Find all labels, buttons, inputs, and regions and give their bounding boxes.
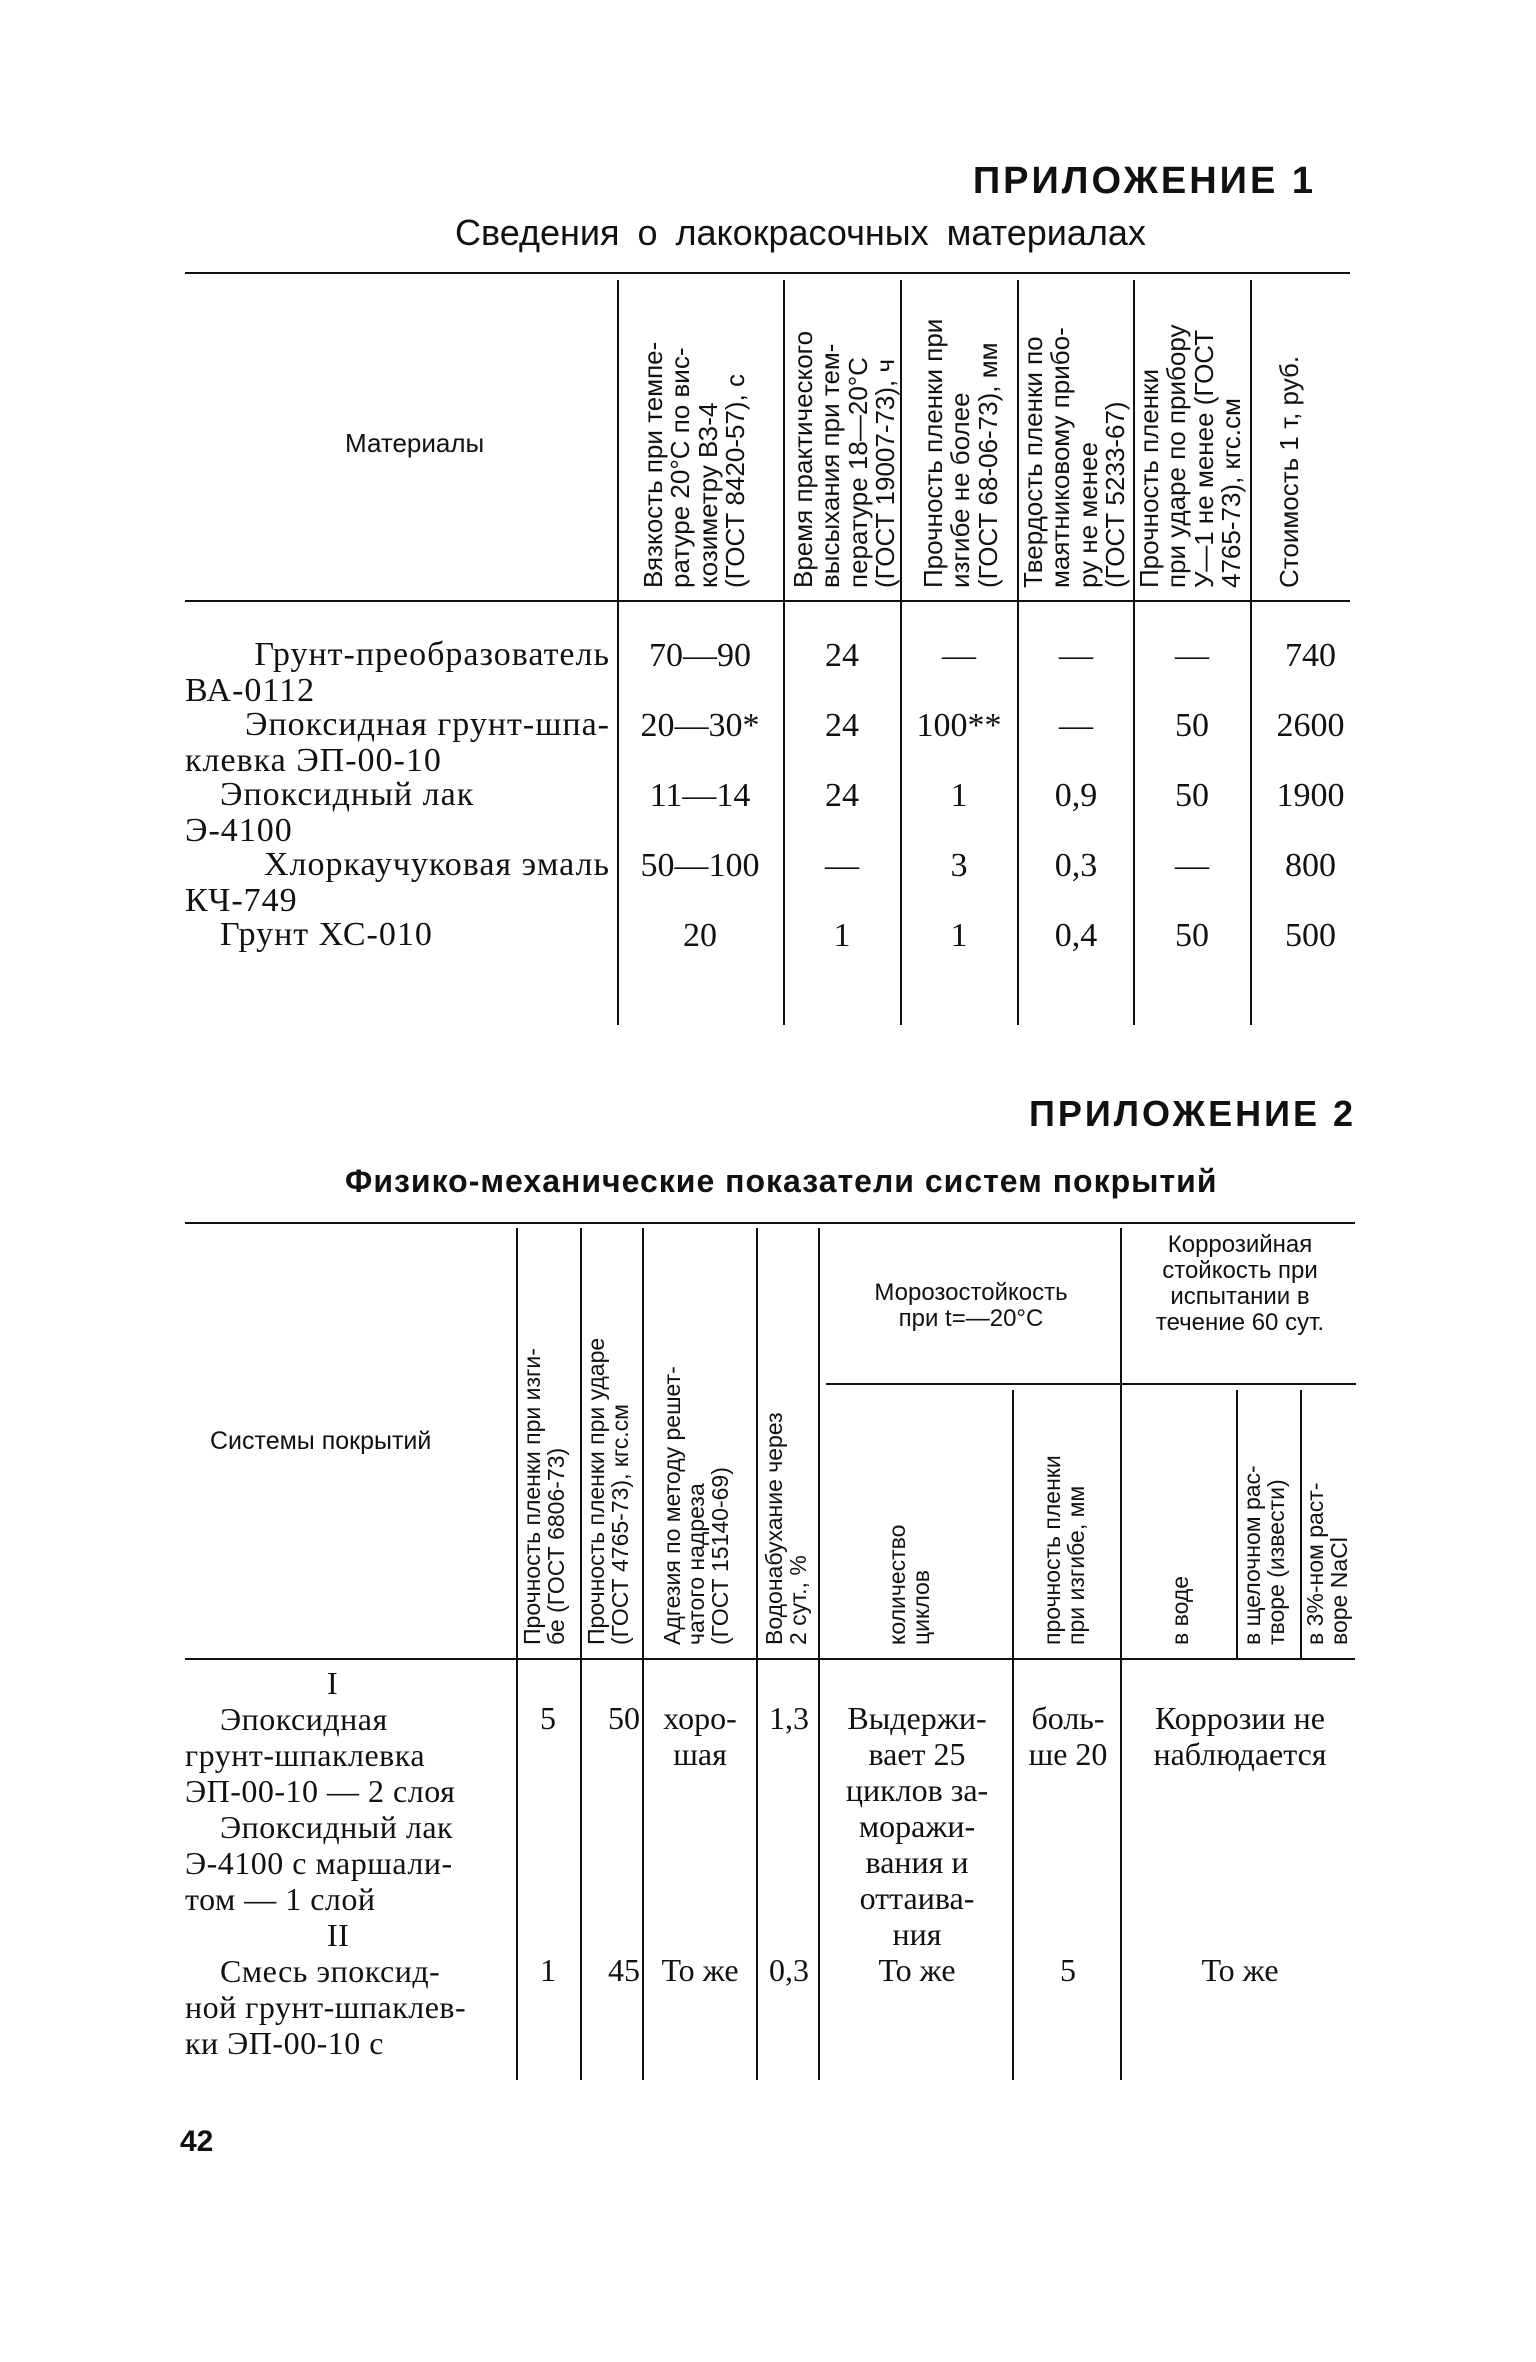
appendix2-title: Физико-механические показатели систем покрытий bbox=[345, 1163, 1218, 1199]
water-swelling-column-header: Водонабухание через 2 сут., % bbox=[761, 1412, 812, 1645]
table-cell: 3 bbox=[950, 847, 968, 884]
hardness-column-header: Твердость пленки по маятниковому прибо- ру не менее (ГОСТ 5233-67) bbox=[1018, 327, 1130, 588]
table-cell: 20 bbox=[683, 917, 717, 954]
table-cell: — bbox=[1059, 637, 1093, 674]
table-cell: — bbox=[1175, 847, 1209, 884]
table-cell: Коррозии не наблюдается bbox=[1153, 1700, 1327, 1772]
adhesion-column-header: Адгезия по методу решет- чатого надреза (ГОСТ 15140-69) bbox=[659, 1366, 734, 1645]
table-cell: 50 bbox=[1175, 777, 1209, 814]
table-cell: 45 bbox=[608, 1952, 640, 1988]
table-cell: 50 bbox=[608, 1700, 640, 1736]
table-cell: — bbox=[942, 637, 976, 674]
table-cell: 50—100 bbox=[640, 847, 760, 884]
drying-time-column-header: Время практического высыхания при тем- пературе 18—20°С (ГОСТ 19007-73), ч bbox=[788, 330, 900, 588]
frost-bend-column-header: прочность пленки при изгибе, мм bbox=[1039, 1455, 1090, 1645]
table-cell: 24 bbox=[825, 707, 859, 744]
table-cell: То же bbox=[878, 1952, 956, 1988]
table-cell: 2600 bbox=[1276, 707, 1345, 744]
table-row: Эпоксидный лак Э-4100 bbox=[185, 776, 475, 849]
system-1-description: I Эпоксидная грунт-шпаклевка ЭП-00-10 — 2 слоя Эпоксидный лак Э-4100 с маршали- том — 1 слой bbox=[185, 1665, 456, 1917]
table-cell: 50 bbox=[1175, 707, 1209, 744]
table-cell: 800 bbox=[1285, 847, 1336, 884]
table-cell: Выдержи- вает 25 циклов за- моражи- вания и оттаива- ния bbox=[845, 1700, 989, 1952]
table-cell: 1 bbox=[540, 1952, 556, 1988]
table-cell: 500 bbox=[1285, 917, 1336, 954]
table-cell: 100** bbox=[916, 707, 1002, 744]
table-cell: 5 bbox=[1060, 1952, 1076, 1988]
table-cell: — bbox=[1175, 637, 1209, 674]
table-cell: 0,4 bbox=[1054, 917, 1098, 954]
bend-strength-column-header: Прочность пленки при изги- бе (ГОСТ 6806-73) bbox=[519, 1348, 570, 1645]
table-cell: боль- ше 20 bbox=[1028, 1700, 1108, 1772]
table-cell: 24 bbox=[825, 777, 859, 814]
table-cell: 1 bbox=[950, 777, 968, 814]
table-row: Хлоркаучуковая эмаль КЧ-749 bbox=[185, 846, 610, 919]
appendix2-heading: ПРИЛОЖЕНИЕ 2 bbox=[1028, 1093, 1356, 1134]
frost-cycles-column-header: количество циклов bbox=[884, 1524, 935, 1645]
table-cell: хоро- шая bbox=[663, 1700, 737, 1772]
impact-strength-column-header: Прочность пленки при ударе по прибору У—1 не менее (ГОСТ 4765-73), кгс.см bbox=[1134, 324, 1246, 588]
bend-strength-column-header: Прочность пленки при изгибе не более (ГОСТ 68-06-73), мм bbox=[918, 318, 1003, 588]
viscosity-column-header: Вязкость при темпе- ратуре 20°С по вис- козиметру ВЗ-4 (ГОСТ 8420-57), с bbox=[638, 341, 750, 588]
page-number: 42 bbox=[180, 2125, 214, 2158]
table-cell: 0,3 bbox=[1054, 847, 1098, 884]
impact-strength-column-header: Прочность пленки при ударе (ГОСТ 4765-73), кгс.см bbox=[583, 1337, 634, 1645]
table-row: Грунт-преобразователь ВА-0112 bbox=[185, 636, 610, 709]
corrosion-water-column-header: в воде bbox=[1167, 1575, 1193, 1645]
table-cell: 0,3 bbox=[769, 1952, 809, 1988]
table-cell: 11—14 bbox=[649, 777, 751, 814]
table-cell: 24 bbox=[825, 637, 859, 674]
table-cell: 20—30* bbox=[640, 707, 760, 744]
table-cell: — bbox=[825, 847, 859, 884]
table-cell: 1 bbox=[950, 917, 968, 954]
corrosion-nacl-column-header: в 3%-ном раст- воре NaCl bbox=[1302, 1482, 1353, 1645]
cost-column-header: Стоимость 1 т, руб. bbox=[1274, 355, 1304, 588]
table-cell: 5 bbox=[540, 1700, 556, 1736]
table-cell: То же bbox=[1201, 1952, 1279, 1988]
table-cell: — bbox=[1059, 707, 1093, 744]
system-2-description: II Смесь эпоксид- ной грунт-шпаклев- ки ЭП-00-10 с bbox=[185, 1917, 467, 2061]
table-cell: 70—90 bbox=[649, 637, 751, 674]
table-row: Эпоксидная грунт-шпа- клевка ЭП-00-10 bbox=[185, 706, 610, 779]
table-cell: То же bbox=[661, 1952, 739, 1988]
table-cell: 740 bbox=[1285, 637, 1336, 674]
corrosion-group-header: Коррозийная стойкость при испытании в течение 60 сут. bbox=[1155, 1231, 1325, 1336]
materials-column-header: Материалы bbox=[345, 428, 485, 458]
appendix1-title: Сведения о лакокрасочных материалах bbox=[455, 212, 1146, 253]
table-cell: 50 bbox=[1175, 917, 1209, 954]
corrosion-alkaline-column-header: в щелочном рас- творе (извести) bbox=[1239, 1465, 1290, 1645]
frost-resistance-group-header: Морозостойкость при t=—20°С bbox=[874, 1279, 1068, 1332]
appendix1-heading: ПРИЛОЖЕНИЕ 1 bbox=[972, 160, 1316, 202]
table-row: Грунт ХС-010 bbox=[220, 916, 433, 953]
table-cell: 0,9 bbox=[1054, 777, 1098, 814]
table-cell: 1 bbox=[833, 917, 851, 954]
systems-column-header: Системы покрытий bbox=[210, 1427, 432, 1455]
table-cell: 1900 bbox=[1276, 777, 1345, 814]
table-cell: 1,3 bbox=[769, 1700, 809, 1736]
